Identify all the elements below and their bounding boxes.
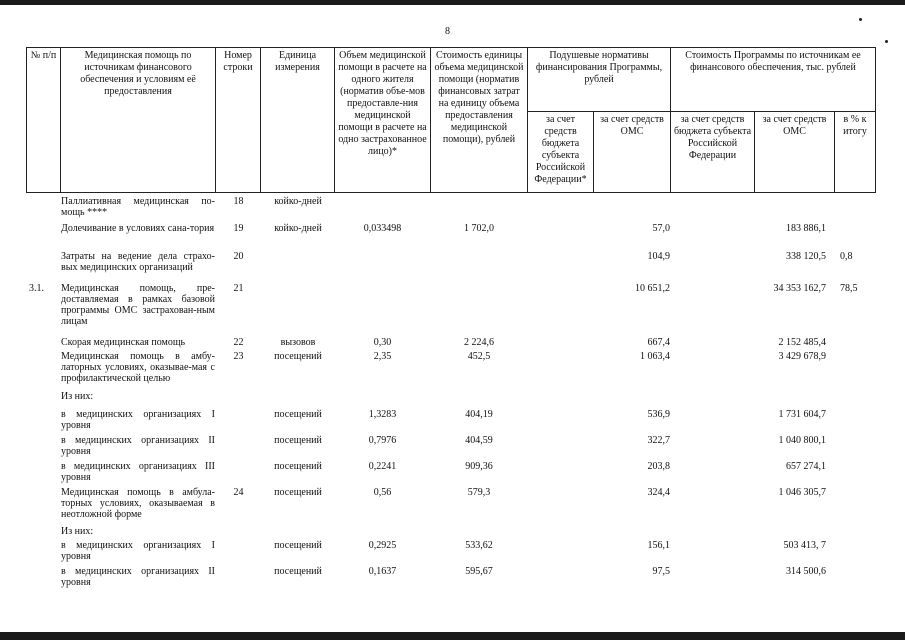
header-group-per-capita: Подушевые нормативы финансирования Программы, рублей <box>528 47 671 112</box>
cell-name: в медицинских организациях I уровня <box>61 409 215 431</box>
cell-pc-oms: 156,1 <box>647 540 670 551</box>
cell-tot-oms: 1 731 604,7 <box>778 409 826 420</box>
cell-unit: посещений <box>274 435 322 446</box>
cell-pct: 78,5 <box>840 283 858 294</box>
cell-volume: 0,7976 <box>368 435 397 446</box>
cell-line: 19 <box>233 223 244 234</box>
header-col-name: Медицинская помощь по источникам финансового обеспечения и условиям её предоставления <box>61 47 216 193</box>
cell-name: в медицинских организациях III уровня <box>61 461 215 483</box>
cell-name: в медицинских организациях II уровня <box>61 435 215 457</box>
cell-volume: 0,033498 <box>363 223 402 234</box>
cell-unit: вызовов <box>280 337 316 348</box>
cell-tot-oms: 3 429 678,9 <box>778 351 826 362</box>
cell-line: 21 <box>233 283 244 294</box>
cell-tot-oms: 657 274,1 <box>786 461 826 472</box>
cell-volume: 0,2241 <box>368 461 397 472</box>
cell-tot-oms: 1 040 800,1 <box>778 435 826 446</box>
cell-volume: 0,2925 <box>368 540 397 551</box>
cell-unit: посещений <box>274 487 322 498</box>
cell-volume: 0,30 <box>373 337 392 348</box>
cell-name: Из них: <box>61 391 94 402</box>
cell-unit: посещений <box>274 540 322 551</box>
cell-tot-oms: 34 353 162,7 <box>773 283 826 294</box>
cell-volume: 0,1637 <box>368 566 397 577</box>
cell-name: в медицинских организациях II уровня <box>61 566 215 588</box>
cell-pc-oms: 667,4 <box>647 337 670 348</box>
page-number: 8 <box>445 26 450 37</box>
cell-tot-oms: 503 413, 7 <box>783 540 826 551</box>
header-tot-oms: за счет средств ОМС <box>755 112 835 193</box>
header-pc-oms: за счет средств ОМС <box>594 112 671 193</box>
header-tot-pct: в % к итогу <box>835 112 876 193</box>
cell-line: 18 <box>233 196 244 207</box>
cell-unit: посещений <box>274 351 322 362</box>
cell-pc-oms: 104,9 <box>647 251 670 262</box>
cell-tot-oms: 338 120,5 <box>786 251 826 262</box>
cell-unit: посещений <box>274 566 322 577</box>
cell-name: Медицинская помощь в амбула-торных условиях, оказываемая в неотложной форме <box>61 487 215 520</box>
cell-name: Затраты на ведение дела страхо-вых медицинских организаций <box>61 251 215 273</box>
cell-name: Паллиативная медицинская по-мощь **** <box>61 196 215 218</box>
cell-cost: 909,36 <box>465 461 493 472</box>
cell-pc-oms: 324,4 <box>647 487 670 498</box>
header-col-cost: Стоимость единицы объема медицинской помощи (норматив финансовых затрат на единицу объема предоставления медицинской помощи), рублей <box>431 47 528 193</box>
cell-line: 22 <box>233 337 244 348</box>
cell-volume: 0,56 <box>373 487 392 498</box>
header-col-volume: Объем медицинской помощи в расчете на одного жителя (норматив объе-мов предоставле-ния медицинской помощи в расчете на одно застрахованное лицо)* <box>335 47 431 193</box>
cell-name: Долечивание в условиях сана-тория <box>61 223 215 234</box>
cell-unit: койко-дней <box>274 223 322 234</box>
cell-cost: 595,67 <box>465 566 493 577</box>
cell-line: 20 <box>233 251 244 262</box>
scan-border-bottom <box>0 632 905 640</box>
cell-name: в медицинских организациях I уровня <box>61 540 215 562</box>
header-tot-budget: за счет средств бюджета субъекта Российской Федерации <box>671 112 755 193</box>
cell-pc-oms: 203,8 <box>647 461 670 472</box>
cell-line: 23 <box>233 351 244 362</box>
cell-pct: 0,8 <box>840 251 853 262</box>
cell-cost: 533,62 <box>465 540 493 551</box>
cell-name: Скорая медицинская помощь <box>61 337 186 348</box>
cell-tot-oms: 183 886,1 <box>786 223 826 234</box>
cell-line: 24 <box>233 487 244 498</box>
cell-cost: 2 224,6 <box>464 337 494 348</box>
cell-pc-oms: 536,9 <box>647 409 670 420</box>
cell-unit: посещений <box>274 409 322 420</box>
cell-tot-oms: 314 500,6 <box>786 566 826 577</box>
cell-pc-oms: 10 651,2 <box>635 283 670 294</box>
cell-pc-oms: 322,7 <box>647 435 670 446</box>
cell-name: Медицинская помощь в амбу-латорных условиях, оказывае-мая с профилактической целью <box>61 351 215 384</box>
cell-volume: 2,35 <box>373 351 392 362</box>
cell-cost: 579,3 <box>467 487 491 498</box>
cell-cost: 404,19 <box>465 409 493 420</box>
cell-unit: посещений <box>274 461 322 472</box>
cell-num: 3.1. <box>29 283 44 294</box>
cell-pc-oms: 1 063,4 <box>640 351 670 362</box>
cell-cost: 404,59 <box>465 435 493 446</box>
scan-speck <box>859 18 862 21</box>
header-group-total: Стоимость Программы по источникам ее финансового обеспечения, тыс. рублей <box>671 47 876 112</box>
cell-pc-oms: 57,0 <box>652 223 670 234</box>
header-col-line: Номер строки <box>216 47 261 193</box>
scan-speck <box>885 40 888 43</box>
scan-border-top <box>0 0 905 5</box>
cell-cost: 452,5 <box>467 351 491 362</box>
cell-unit: койко-дней <box>274 196 322 207</box>
header-pc-budget: за счет средств бюджета субъекта Российской Федерации* <box>528 112 594 193</box>
cell-cost: 1 702,0 <box>464 223 494 234</box>
header-col-number: № п/п <box>26 47 61 193</box>
cell-name: Медицинская помощь, пре-доставляемая в рамках базовой программы ОМС застрахован-ным лицам <box>61 283 215 327</box>
cell-name: Из них: <box>61 526 94 537</box>
cell-volume: 1,3283 <box>368 409 397 420</box>
header-col-unit: Единица измерения <box>261 47 335 193</box>
cell-tot-oms: 2 152 485,4 <box>778 337 826 348</box>
cell-tot-oms: 1 046 305,7 <box>778 487 826 498</box>
cell-pc-oms: 97,5 <box>652 566 670 577</box>
